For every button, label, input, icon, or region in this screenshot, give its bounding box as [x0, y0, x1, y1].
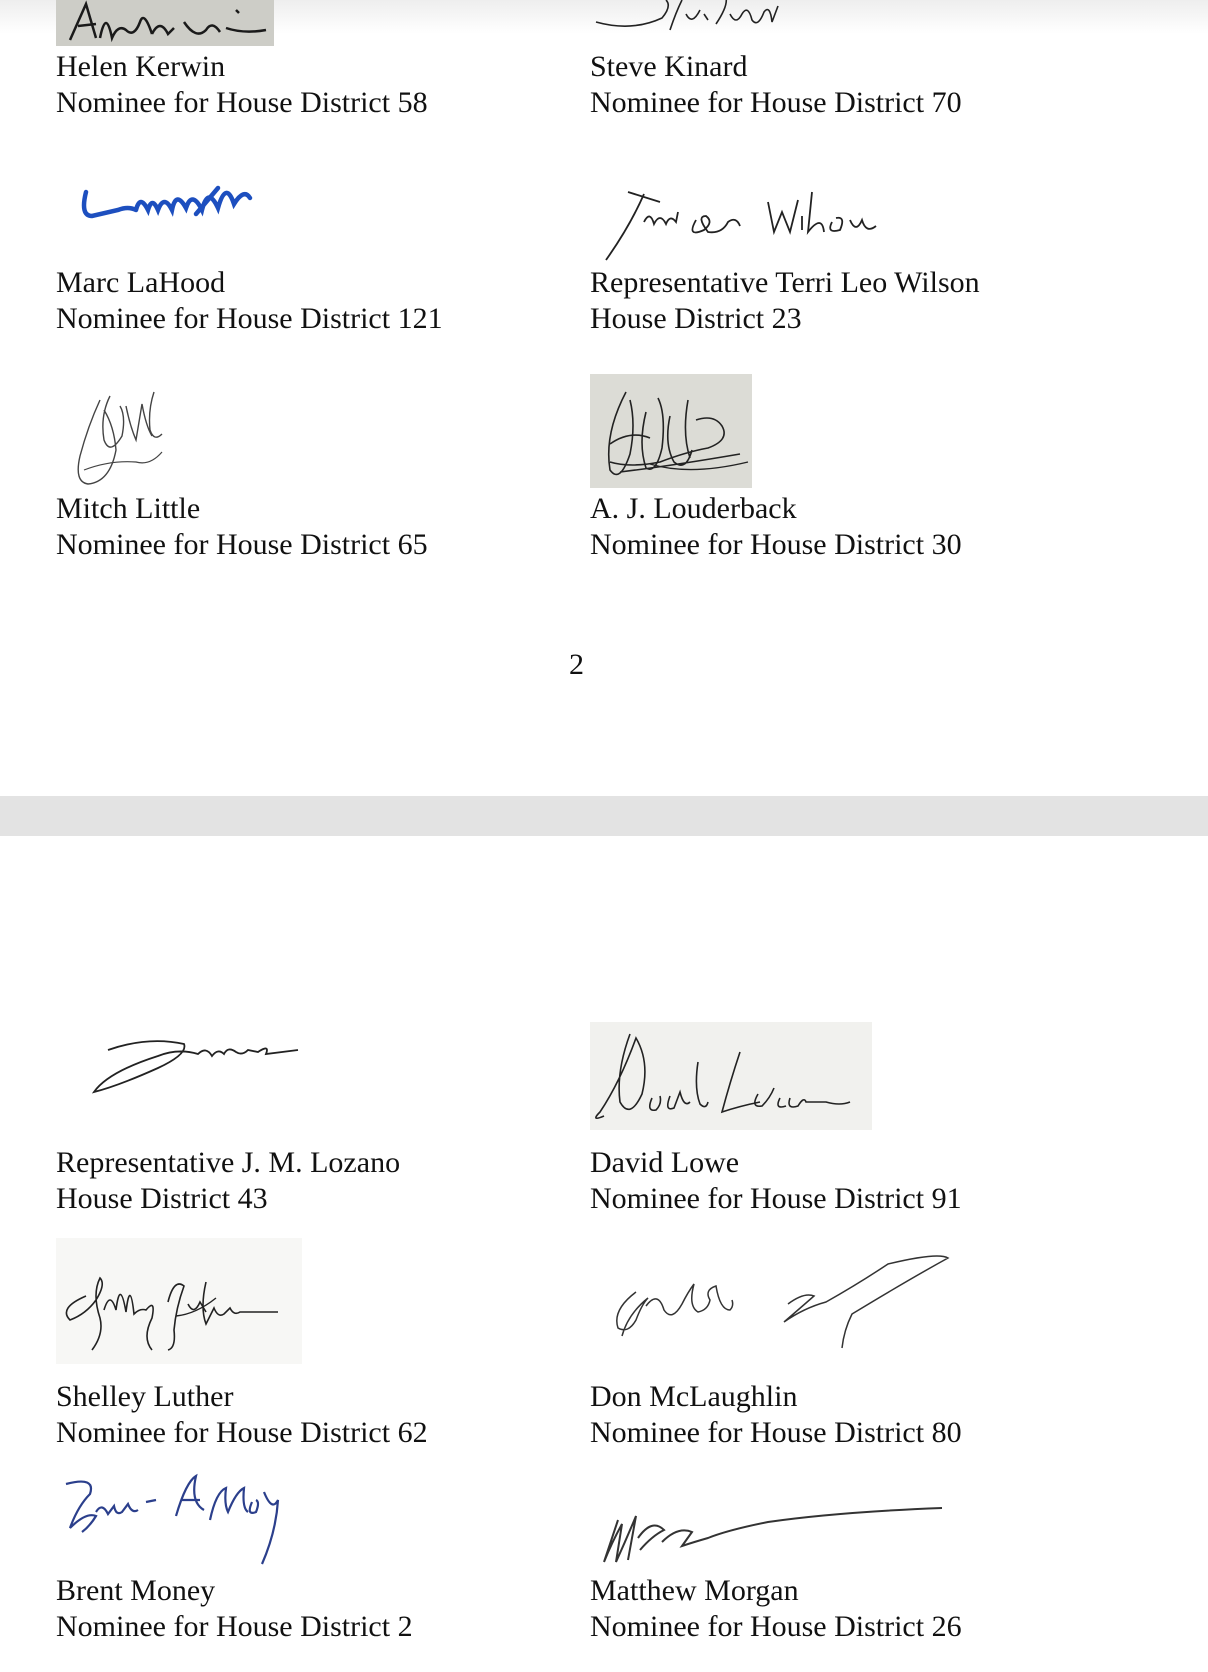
signature-don-mclaughlin [608, 1250, 968, 1350]
signature-brent-money [56, 1472, 296, 1572]
signer-title: Nominee for House District 26 [590, 1610, 962, 1643]
signer-name: Mitch Little [56, 492, 201, 525]
signature-steve-kinard [592, 0, 792, 40]
signer-name: Don McLaughlin [590, 1380, 798, 1413]
signature-shelley-luther [56, 1238, 302, 1364]
page-separator [0, 796, 1208, 836]
signature-terri-leo-wilson [600, 186, 890, 266]
signature-matthew-morgan [598, 1502, 958, 1568]
document-page-3 [0, 836, 1208, 1672]
signer-name: Representative J. M. Lozano [56, 1146, 401, 1179]
signer-title: House District 23 [590, 302, 802, 335]
signature-mitch-little [70, 386, 170, 490]
signer-name: Matthew Morgan [590, 1574, 799, 1607]
signature-aj-louderback [590, 374, 752, 488]
signer-title: Nominee for House District 62 [56, 1416, 428, 1449]
signature-david-lowe [590, 1022, 872, 1130]
signer-title: Nominee for House District 91 [590, 1182, 962, 1215]
signer-name: Steve Kinard [590, 50, 748, 83]
signature-jm-lozano [88, 1034, 308, 1098]
signer-name: Representative Terri Leo Wilson [590, 266, 980, 299]
signature-helen-kerwin [56, 0, 274, 46]
signer-title: Nominee for House District 58 [56, 86, 428, 119]
signer-name: David Lowe [590, 1146, 740, 1179]
signer-title: Nominee for House District 121 [56, 302, 443, 335]
signer-name: Brent Money [56, 1574, 216, 1607]
signer-name: Helen Kerwin [56, 50, 226, 83]
signer-title: Nominee for House District 30 [590, 528, 962, 561]
signer-title: Nominee for House District 70 [590, 86, 962, 119]
signature-marc-lahood [78, 180, 258, 240]
signer-name: Shelley Luther [56, 1380, 234, 1413]
signer-name: Marc LaHood [56, 266, 226, 299]
document-page-2 [0, 0, 1208, 796]
signer-title: House District 43 [56, 1182, 268, 1215]
signer-title: Nominee for House District 65 [56, 528, 428, 561]
signer-title: Nominee for House District 2 [56, 1610, 413, 1643]
page-number: 2 [569, 648, 584, 681]
signer-name: A. J. Louderback [590, 492, 797, 525]
signer-title: Nominee for House District 80 [590, 1416, 962, 1449]
